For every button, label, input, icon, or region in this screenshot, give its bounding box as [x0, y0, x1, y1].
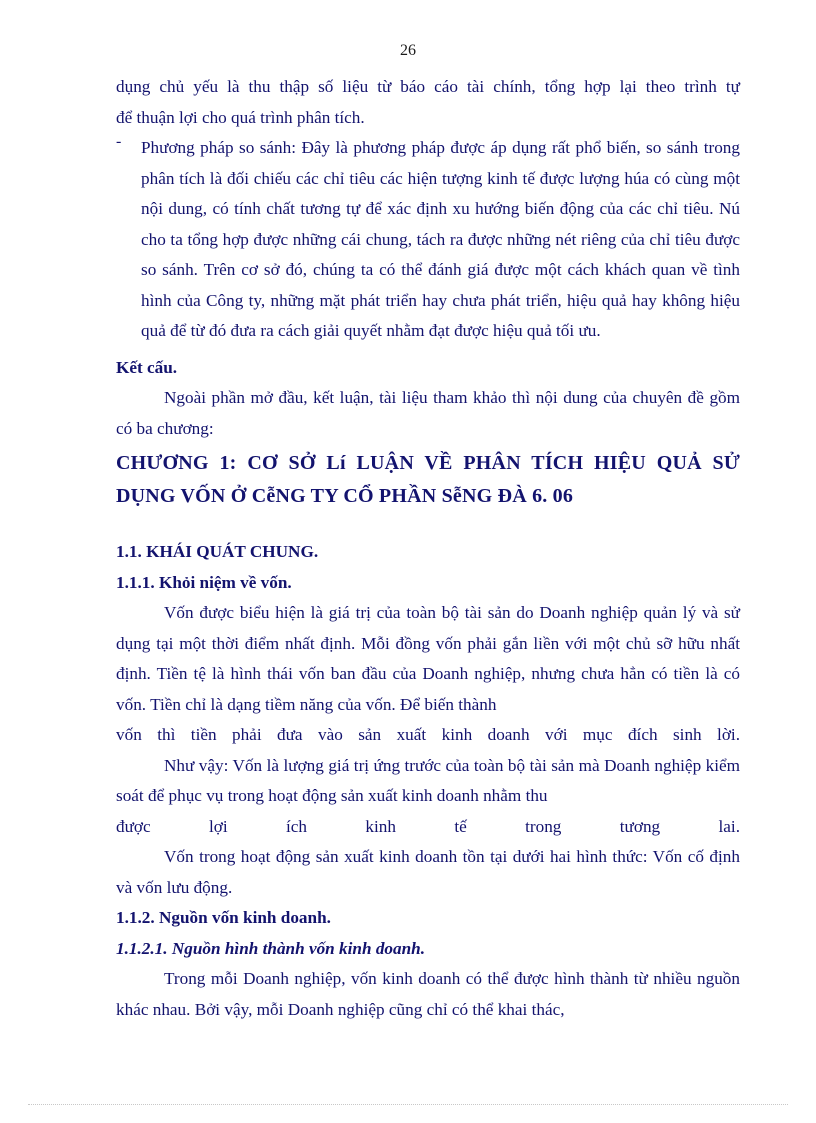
capital-summary-last-line: được lợi ích kinh tế trong tương lai. — [116, 816, 740, 836]
capital-definition-last-line: vốn thì tiền phải đưa vào sản xuất kinh doanh với mục đích sinh lời. — [116, 725, 740, 744]
page-body — [116, 72, 740, 1025]
capital-forms-para: Vốn trong hoạt động sản xuất kinh doanh tồn tại dưới hai hình thức: Vốn cố định và vốn lưu động. — [116, 847, 740, 897]
intro-line-2: để thuận lợi cho quá trình phân tích. — [116, 107, 365, 127]
capital-sources-para: Trong mỗi Doanh nghiệp, vốn kinh doanh có thể được hình thành từ nhiều nguồn khác nhau. Bởi vậy, mỗi Doanh nghiệp cũng chỉ có thể khai thác, — [116, 969, 740, 1019]
page-number: 26 — [400, 42, 416, 59]
footer-divider — [28, 1104, 788, 1105]
section-1-1-2-1-heading: 1.1.2.1. Nguồn hình thành vốn kinh doanh. — [116, 938, 426, 958]
structure-text: Ngoài phần mở đầu, kết luận, tài liệu tham khảo thì nội dung của chuyên đề gồm có ba chương: — [116, 388, 740, 438]
structure-heading: Kết cấu. — [116, 357, 178, 377]
intro-line-1: dụng chủ yếu là thu thập số liệu từ báo cáo tài chính, tổng hợp lại theo trình tự — [116, 77, 740, 96]
section-1-1-1-heading: 1.1.1. Khỏi niệm về vốn. — [116, 572, 292, 592]
bullet-text: Phương pháp so sánh: Đây là phương pháp được áp dụng rất phổ biến, so sánh trong phân tích là đối chiếu các chỉ tiêu các hiện tượng kinh tế được lượng húa có cùng một nội dung, có tính chất tương tự để xác định xu hướng biến động của các chỉ tiêu. Nú cho ta tổng hợp được những cái chung, tách ra được những nét riêng của chỉ tiêu được so sánh. Trên cơ sở đó, chúng ta có thể đánh giá được một cách khách quan về tình hình của Công ty, những mặt phát triển hay chưa phát triển, hiệu quả hay không hiệu quả để từ đó đưa ra cách giải quyết nhằm đạt được hiệu quả tối ưu. — [141, 138, 740, 340]
bullet-dash: - — [116, 133, 122, 150]
capital-definition-para: Vốn được biểu hiện là giá trị của toàn bộ tài sản do Doanh nghiệp quản lý và sử dụng tại một thời điểm nhất định. Mỗi đồng vốn phải gắn liền với một chủ sỡ hữu nhất định. Tiền tệ là hình thái vốn ban đầu của Doanh nghiệp, nhưng chưa hẳn có tiền là có vốn. Tiền chỉ là dạng tiềm năng của vốn. Để biến thành — [116, 603, 740, 714]
section-1-1-heading: 1.1. KHÁI QUÁT CHUNG. — [116, 542, 319, 561]
chapter-title: CHƯƠNG 1: CƠ SỞ Lí LUẬN VỀ PHÂN TÍCH HIỆU QUẢ SỬ DỤNG VỐN Ở CễNG TY CỔ PHẦN SễNG ĐÀ 6. 06 — [116, 452, 740, 507]
spacer — [116, 513, 740, 537]
capital-summary-para: Như vậy: Vốn là lượng giá trị ứng trước của toàn bộ tài sản mà Doanh nghiệp kiểm soát để phục vụ trong hoạt động sản xuất kinh doanh nhằm thu — [116, 755, 740, 805]
section-1-1-2-heading: 1.1.2. Nguồn vốn kinh doanh. — [116, 908, 331, 927]
bullet-item-comparison-method — [116, 133, 740, 347]
